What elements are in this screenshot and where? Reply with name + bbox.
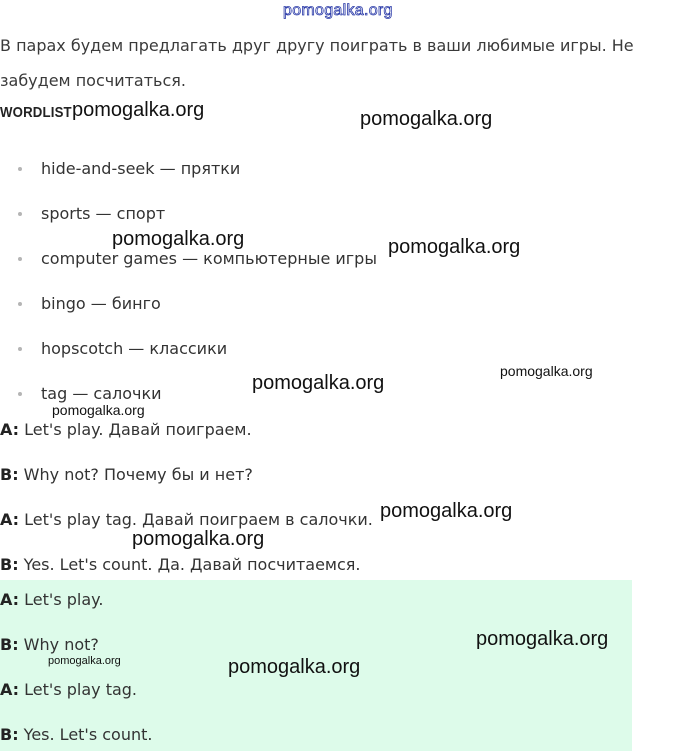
watermark: pomogalka.org [500, 363, 593, 379]
speaker-label: A: [0, 680, 20, 699]
dialog-text: Let's play. Давай поиграем. [19, 420, 252, 439]
dialog-text: Why not? Почему бы и нет? [18, 465, 253, 484]
list-item-text: bingo — бинго [41, 294, 161, 313]
bullet-icon [18, 392, 22, 396]
dialog-text: Yes. Let's count. [18, 725, 153, 744]
dialog-line [0, 555, 361, 574]
watermark: pomogalka.org [388, 236, 521, 258]
watermark: pomogalka.org [252, 372, 385, 394]
highlighted-dialog-line [0, 590, 103, 609]
list-item [0, 148, 377, 193]
watermark: pomogalka.org [228, 656, 361, 678]
intro-paragraph: В парах будем предлагать друг другу поиграть в ваши любимые игры. Не забудем посчитаться. [0, 36, 634, 90]
watermark: pomogalka.org [380, 500, 513, 522]
bullet-icon [18, 347, 22, 351]
dialog-line [0, 465, 253, 484]
watermark: pomogalka.org [112, 228, 245, 250]
watermark: pomogalka.org [360, 108, 493, 130]
list-item-text: computer games — компьютерные игры [41, 249, 377, 268]
highlighted-dialog-line [0, 680, 137, 699]
speaker-label: B: [0, 465, 19, 484]
bullet-icon [18, 302, 22, 306]
dialog-text: Why not? [18, 635, 99, 654]
watermark: pomogalka.org [52, 402, 145, 418]
dialog-text: Yes. Let's count. Да. Давай посчитаемся. [18, 555, 361, 574]
dialog-line [0, 510, 373, 529]
highlighted-dialog-line [0, 725, 152, 744]
speaker-label: B: [0, 555, 19, 574]
dialog-text: Let's play tag. [19, 680, 138, 699]
highlighted-dialog-line [0, 635, 99, 654]
watermark: pomogalka.org [132, 528, 265, 550]
watermark: pomogalka.org [48, 655, 121, 667]
speaker-label: A: [0, 590, 20, 609]
wordlist-heading: WORDLIST [0, 104, 72, 121]
speaker-label: B: [0, 635, 19, 654]
dialog-line [0, 420, 252, 439]
watermark: pomogalka.org [476, 628, 609, 650]
list-item-text: tag — салочки [41, 384, 162, 403]
speaker-label: B: [0, 725, 19, 744]
list-item-text: hopscotch — классики [41, 339, 228, 358]
list-item-text: sports — спорт [41, 204, 166, 223]
list-item-text: hide-and-seek — прятки [41, 159, 241, 178]
list-item [0, 283, 377, 328]
speaker-label: A: [0, 420, 20, 439]
watermark: pomogalka.org [72, 99, 205, 121]
dialog-text: Let's play tag. Давай поиграем в салочки. [19, 510, 373, 529]
bullet-icon [18, 167, 22, 171]
dialog-text: Let's play. [19, 590, 104, 609]
bullet-icon [18, 212, 22, 216]
speaker-label: A: [0, 510, 20, 529]
list-item [0, 328, 377, 373]
watermark-top: pomogalka.org [283, 2, 393, 19]
bullet-icon [18, 257, 22, 261]
